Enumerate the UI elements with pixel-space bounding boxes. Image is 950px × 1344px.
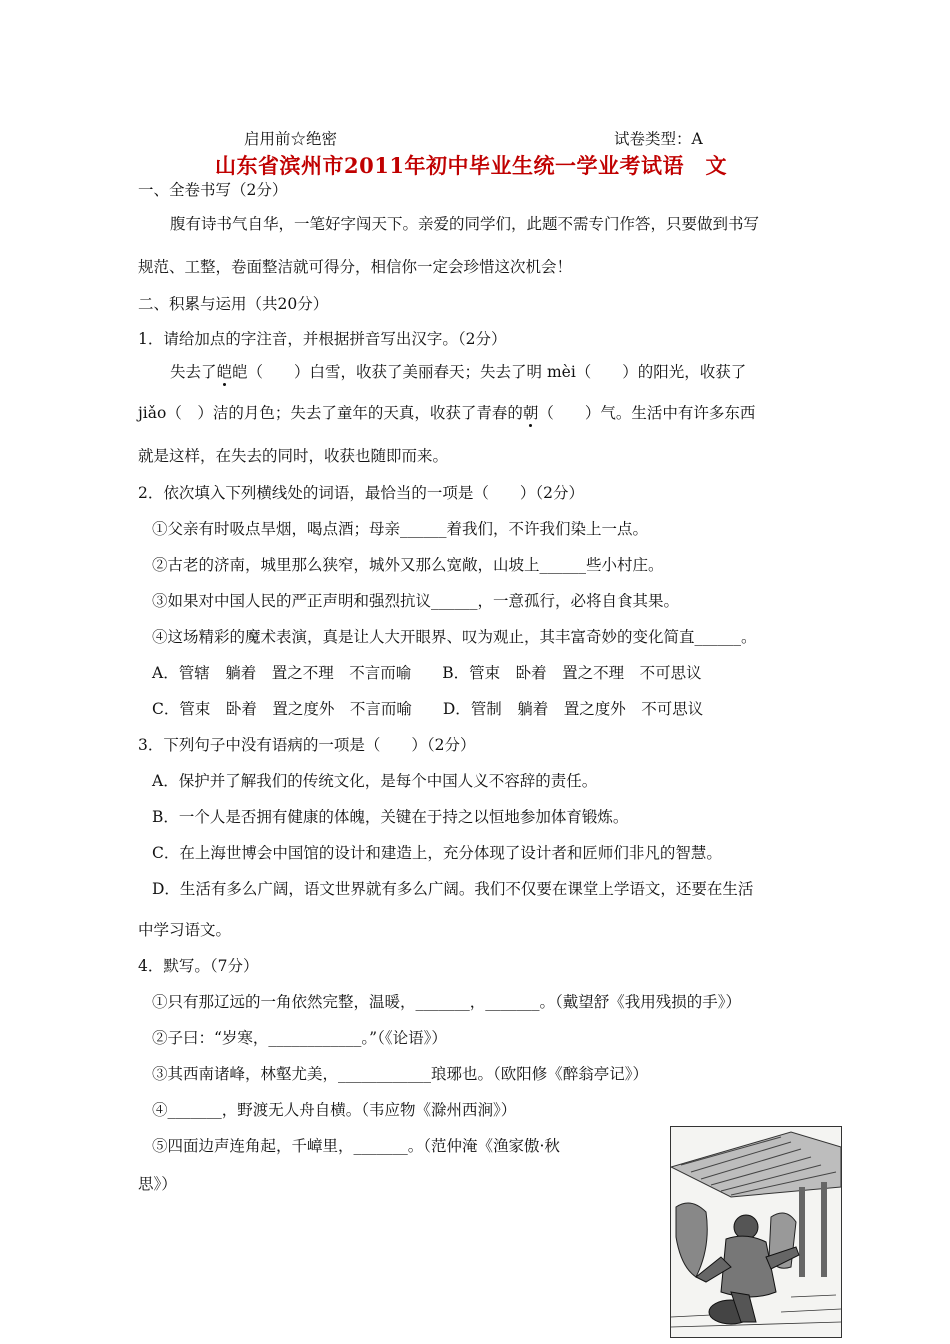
q1-line2 <box>138 401 755 423</box>
q2-stem: 2．依次填入下列横线处的词语，最恰当的一项是（ ）（2分） <box>138 484 584 502</box>
page-title: 山东省滨州市2011年初中毕业生统一学业考试语 文 <box>215 153 727 178</box>
q3-stem: 3．下列句子中没有语病的一项是（ ）（2分） <box>138 736 476 754</box>
q3-option-a: A．保护并了解我们的传统文化，是每个中国人义不容辞的责任。 <box>152 772 598 790</box>
q2-item-2: ②古老的济南，城里那么狭窄，城外又那么宽敞，山坡上______些小村庄。 <box>152 556 664 574</box>
q3-option-c: C．在上海世博会中国馆的设计和建造上，充分体现了设计者和匠师们非凡的智慧。 <box>152 844 722 862</box>
q3-option-d-line2: 中学习语文。 <box>138 921 232 939</box>
q3-option-d-line1: D．生活有多么广阔，语文世界就有多么广阔。我们不仅要在课堂上学语文，还要在生活 <box>152 880 754 898</box>
q4-stem: 4．默写。（7分） <box>138 957 259 975</box>
q1-line1 <box>170 360 746 382</box>
q1-dotted-char-2: 朝 <box>522 404 539 422</box>
q4-item-5-line2: 思》） <box>138 1175 177 1193</box>
q4-item-1: ①只有那辽远的一角依然完整，温暖，_______，_______。（戴望舒《我用残损的手》） <box>152 993 742 1011</box>
q1-stem: 1．请给加点的字注音，并根据拼音写出汉字。（2分） <box>138 330 507 348</box>
q3-option-b: B．一个人是否拥有健康的体魄，关键在于持之以恒地参加体育锻炼。 <box>152 808 629 826</box>
q1-line1-text-a: 失去了 <box>170 363 217 381</box>
q1-line3: 就是这样，在失去的同时，收获也随即而来。 <box>138 447 449 465</box>
header-right-label: 试卷类型：A <box>614 130 703 148</box>
section1-paragraph-line1: 腹有诗书气自华，一笔好字闯天下。亲爱的同学们，此题不需专门作答，只要做到书写 <box>170 215 760 233</box>
q2-options-row1: A．管辖 躺着 置之不理 不言而喻 B．管束 卧着 置之不理 不可思议 <box>152 664 702 682</box>
illustration-drawing <box>671 1127 841 1337</box>
illustration-woodcut <box>670 1126 842 1338</box>
q2-options-row2: C．管束 卧着 置之度外 不言而喻 D．管制 躺着 置之度外 不可思议 <box>152 700 704 718</box>
q4-item-4: ④_______，野渡无人舟自横。（韦应物《滁州西涧》） <box>152 1101 517 1119</box>
q1-line1-text-b: 皑（ ）白雪，收获了美丽春天；失去了明 mèi（ ）的阳光，收获了 <box>232 363 747 381</box>
section2-heading: 二、积累与运用（共20分） <box>138 295 329 313</box>
q4-item-3: ③其西南诸峰，林壑尤美，____________琅琊也。（欧阳修《醉翁亭记》） <box>152 1065 649 1083</box>
section1-heading: 一、全卷书写（2分） <box>138 181 288 199</box>
q1-line2-text-b: （ ）气。生活中有许多东西 <box>538 404 756 422</box>
section1-paragraph-line2: 规范、工整，卷面整洁就可得分，相信你一定会珍惜这次机会！ <box>138 258 573 276</box>
q4-item-2: ②子曰：“岁寒，____________。”（《论语》） <box>152 1029 447 1047</box>
q2-item-1: ①父亲有时吸点旱烟，喝点酒；母亲______着我们，不许我们染上一点。 <box>152 520 649 538</box>
q2-item-4: ④这场精彩的魔术表演，真是让人大开眼界、叹为观止，其丰富奇妙的变化简直______。 <box>152 628 757 646</box>
q1-dotted-char: 皑 <box>216 363 233 381</box>
header-left-label: 启用前☆绝密 <box>244 130 338 148</box>
q2-item-3: ③如果对中国人民的严正声明和强烈抗议______，一意孤行，必将自食其果。 <box>152 592 680 610</box>
q4-item-5: ⑤四面边声连角起，千嶂里，_______。（范仲淹《渔家傲·秋 <box>152 1137 560 1155</box>
q1-line2-text-a: jiǎo（ ）洁的月色；失去了童年的天真，收获了青春的 <box>138 404 523 422</box>
